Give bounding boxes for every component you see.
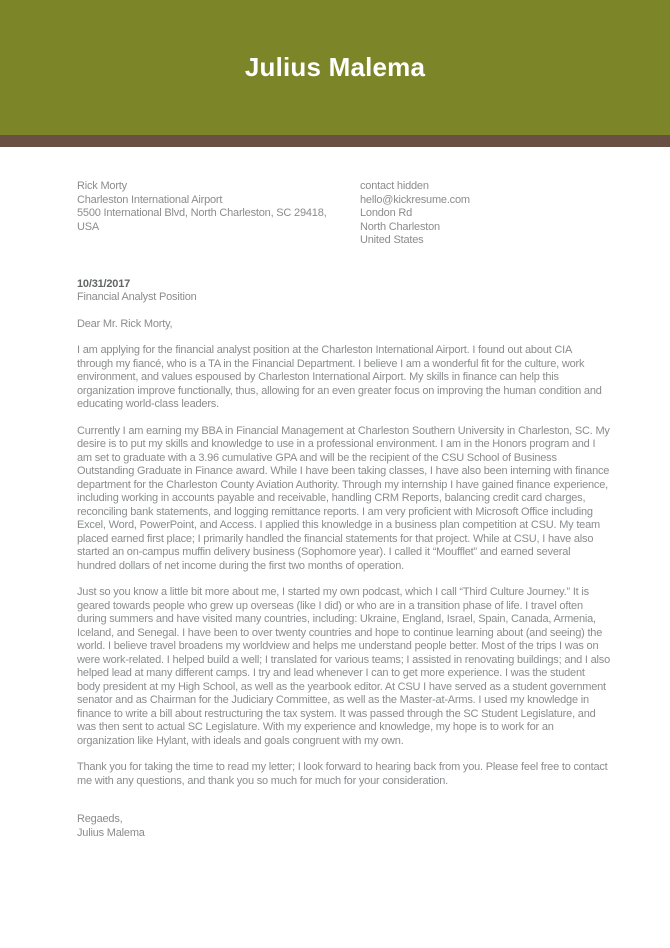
sender-email: hello@kickresume.com bbox=[360, 193, 470, 206]
sender-contact-hidden: contact hidden bbox=[360, 180, 429, 192]
recipient-name: Rick Morty bbox=[77, 180, 127, 192]
paragraph-education-experience: Currently I am earning my BBA in Financial Management at Charleston Southern University in Charleston, SC. My desire is to put my skills and knowledge to use in a professional environment. I am in the Honors program and I am set to graduate with a 3.96 cumulative GPA and will be the recipient of the CSU School of Business Outstanding Graduate in Finance award. While I have been taking classes, I have also been interning with finance department for the Charleston County Aviation Authority. Through my internship I have gained finance experience, including working in accounts payable and receivable, handling CRM Reports, balancing credit card charges, reconciling bank statements, and logging remittance reports. I am very proficient with Microsoft Office including Excel, Word, PowerPoint, and Access. I applied this knowledge in a business plan competition at CSU. My team placed earned first place; I primarily handled the financial statements for that project. While at CSU, I have also started an on-campus muffin delivery business (Sophomore year). I called it “Moufflet” and earned several hundred dollars of net income during the first two months of operation. bbox=[77, 424, 610, 572]
signature-block bbox=[77, 813, 610, 840]
letter-date: 10/31/2017 bbox=[77, 277, 131, 290]
sender-contact-block bbox=[360, 180, 610, 248]
closing-line: Regaeds, bbox=[77, 813, 123, 825]
page-title: Julius Malema bbox=[244, 52, 426, 82]
recipient-country: USA bbox=[77, 220, 100, 233]
paragraph-introduction: I am applying for the financial analyst position at the Charleston International Airport. I found out about CIA through my fiancé, who is a TA in the Financial Department. I believe I am a wonderful fit for the culture, work environment, and values espoused by Charleston International Airport. My skills in finance can help this organization improve functionally, thus, allowing for an even greater focus on improving the human condition and educating world-class leaders. bbox=[77, 344, 602, 410]
recipient-company: Charleston International Airport bbox=[77, 193, 223, 206]
header-accent-stripe bbox=[0, 135, 670, 147]
letter-content bbox=[0, 147, 670, 840]
header-band bbox=[0, 0, 670, 135]
letter-subject: Financial Analyst Position bbox=[77, 291, 197, 303]
sender-city: North Charleston bbox=[360, 220, 440, 233]
sender-street: London Rd bbox=[360, 207, 413, 219]
salutation: Dear Mr. Rick Morty, bbox=[77, 317, 173, 330]
sender-country: United States bbox=[360, 234, 424, 246]
recipient-address-block bbox=[77, 180, 360, 248]
letter-meta bbox=[77, 278, 610, 305]
recipient-street: 5500 International Blvd, North Charleston, SC 29418, bbox=[77, 207, 327, 219]
signature-name: Julius Malema bbox=[77, 826, 145, 839]
paragraph-thank-you: Thank you for taking the time to read my letter; I look forward to hearing back from you. Please feel free to contact me with any questions, and thank you so much for much for your consideration. bbox=[77, 761, 608, 787]
address-section bbox=[77, 180, 610, 248]
paragraph-personal-background: Just so you know a little bit more about me, I started my own podcast, which I call “Third Culture Journey.” It is geared towards people who grew up overseas (like I did) or who are in a transition phase of life. I travel often during summers and have visited many countries, including: Ukraine, England, Israel, Spain, Canada, Armenia, Iceland, and Senegal. I have been to over twenty countries and hope to continue learning about (and seeing) the world. I believe travel broadens my worldview and helps me understand people better. Most of the trips I was on were work-related. I helped build a well; I translated for various teams; I assisted in renovating buildings; and I also helped lead at many different camps. I try and lead whenever I can to get more experience. I was the student body president at my High School, as well as the yearbook editor. At CSU I have served as a student government senator and as Chairman for the Judiciary Committee, as well as the Master-at-Arms. I used my knowledge in finance to write a bill about restructuring the tax system. It was passed through the SC Student Legislature, and was then sent to actual SC Legislature. With my experience and knowledge, my hope is to work for an organization like Hylant, with ideals and goals congruent with my own. bbox=[77, 586, 611, 747]
